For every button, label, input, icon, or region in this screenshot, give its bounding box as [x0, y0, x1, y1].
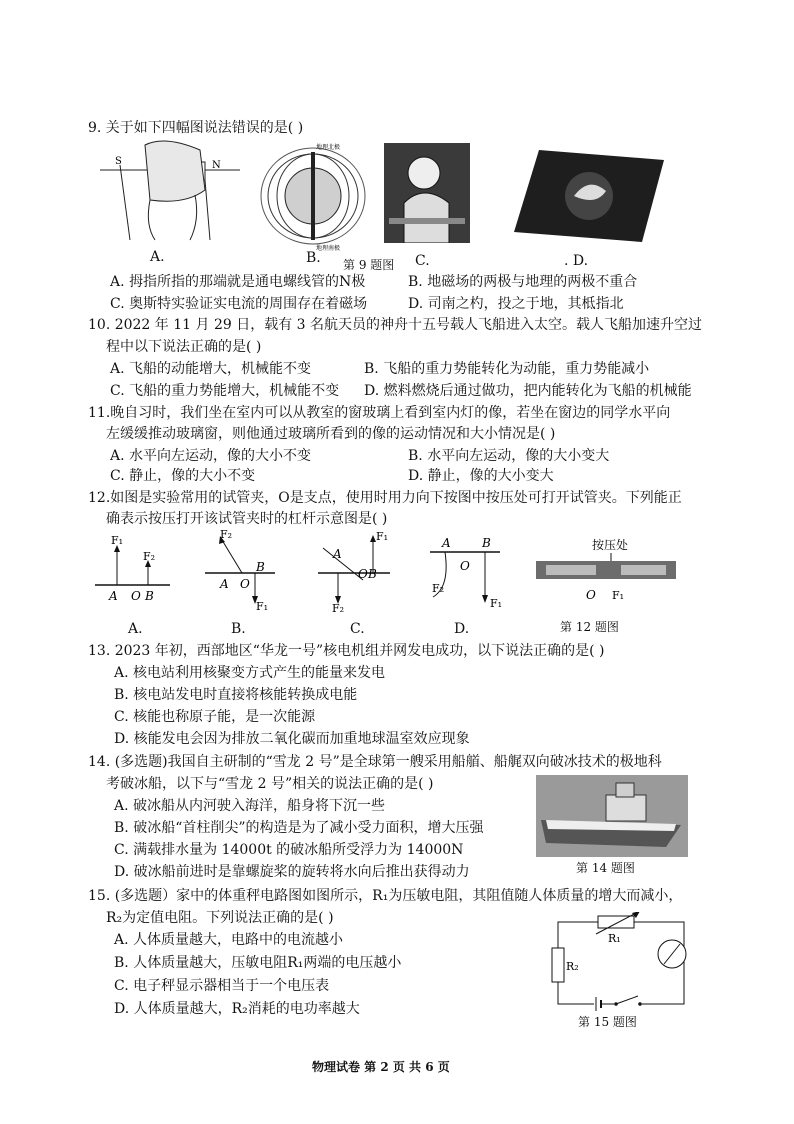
q9-fig-a-hand-solenoid — [100, 140, 240, 245]
q15-stem-line1: 15. (多选题）家中的体重秤电路图如图所示，R₁为压敏电阻，其阻值随人体质量的增大而减小， — [88, 888, 683, 904]
q9-fig-c-oersted-portrait — [384, 143, 470, 243]
q10-option-d: D. 燃料燃烧后通过做功，把内能转化为飞船的机械能 — [364, 383, 692, 399]
q9-stem: 9. 关于如下四幅图说法错误的是( ) — [88, 120, 304, 136]
svg-text:B: B — [482, 536, 491, 550]
q14-icebreaker-photo — [536, 775, 688, 857]
svg-text:O: O — [586, 588, 596, 602]
svg-text:F₁: F₁ — [612, 589, 625, 602]
svg-text:F₂: F₂ — [143, 550, 156, 563]
q12-stem-line1: 12.如图是实验常用的试管夹，O是支点，使用时用力向下按图中按压处可打开试管夹。下列能正 — [88, 490, 682, 506]
q15-option-d: D. 人体质量越大，R₂消耗的电功率越大 — [114, 1001, 360, 1017]
q12-test-tube-clamp-photo — [536, 535, 676, 605]
q9-caption: 第 9 题图 — [343, 258, 395, 272]
q11-stem-line2: 左缓缓推动玻璃窗，则他通过玻璃所看到的像的运动情况和大小情况是( ) — [106, 426, 556, 442]
q12-fig-c-lever — [318, 528, 398, 613]
q14-caption: 第 14 题图 — [576, 861, 635, 875]
q12-fig-c-label: C. — [350, 621, 365, 637]
q14-option-c: C. 满载排水量为 14000t 的破冰船所受浮力为 14000N — [114, 842, 464, 858]
q11-option-c: C. 静止，像的大小不变 — [110, 468, 256, 484]
svg-text:F₂: F₂ — [220, 528, 233, 541]
q9-fig-a-label: A. — [150, 249, 165, 265]
q15-option-b: B. 人体质量越大，压敏电阻R₁两端的电压越小 — [114, 955, 402, 971]
q14-option-a: A. 破冰船从内河驶入海洋，船身将下沉一些 — [114, 798, 386, 814]
svg-text:O: O — [131, 589, 141, 603]
q14-option-b: B. 破冰船“首柱削尖”的构造是为了减小受力面积，增大压强 — [114, 820, 484, 836]
q12-fig-d-lever — [420, 532, 510, 612]
q15-stem-line2: R₂为定值电阻。下列说法正确的是( ) — [106, 910, 334, 926]
svg-text:F₁: F₁ — [376, 530, 389, 543]
svg-text:按压处: 按压处 — [592, 538, 629, 552]
q10-option-b: B. 飞船的重力势能转化为动能，重力势能减小 — [364, 361, 650, 377]
svg-text:A: A — [220, 577, 229, 591]
q13-option-b: B. 核电站发电时直接将核能转换成电能 — [114, 687, 358, 703]
q9-fig-b-label: B. — [306, 250, 321, 266]
q13-option-c: C. 核能也称原子能，是一次能源 — [114, 709, 316, 725]
q15-option-c: C. 电子秤显示器相当于一个电压表 — [114, 978, 330, 994]
q13-stem: 13. 2023 年初，西部地区“华龙一号”核电机组并网发电成功，以下说法正确的是( ) — [88, 643, 605, 659]
svg-text:B: B — [368, 567, 377, 581]
svg-text:O: O — [240, 577, 250, 591]
svg-text:A: A — [109, 589, 118, 603]
svg-text:F₂: F₂ — [332, 602, 345, 613]
q13-option-a: A. 核电站利用核聚变方式产生的能量来发电 — [114, 665, 386, 681]
q14-option-d: D. 破冰船前进时是靠螺旋桨的旋转将水向后推出获得动力 — [114, 864, 470, 880]
svg-text:O: O — [460, 559, 470, 573]
q9-fig-a-S: S — [115, 156, 122, 167]
q9-option-c: C. 奥斯特实验证实电流的周围存在着磁场 — [110, 296, 368, 312]
q9-fig-a-N: N — [212, 160, 221, 171]
q15-R2-label: R₂ — [566, 960, 579, 973]
svg-text:F₂: F₂ — [432, 582, 445, 595]
q11-stem-line1: 11.晚自习时，我们坐在室内可以从教室的窗玻璃上看到室内灯的像，若坐在窗边的同学水平向 — [88, 405, 671, 421]
q12-fig-a-label: A. — [128, 621, 143, 637]
svg-text:F₁: F₁ — [111, 534, 124, 547]
q14-stem-line1: 14. (多选题)我国自主研制的“雪龙 2 号”是全球第一艘采用船艏、船艉双向破冰技术的极地科 — [88, 754, 662, 770]
q14-stem-line2: 考破冰船，以下与“雪龙 2 号”相关的说法正确的是( ) — [106, 776, 434, 792]
svg-text:B: B — [145, 589, 154, 603]
q15-R1-label: R₁ — [608, 932, 621, 945]
svg-text:B: B — [256, 560, 265, 574]
q12-fig-b-lever — [200, 528, 280, 613]
q9-fig-d-label: . D. — [564, 253, 589, 269]
q9-fig-b-earth-magnetic-field — [258, 138, 368, 253]
q12-fig-a-lever — [95, 530, 175, 610]
q11-option-d: D. 静止，像的大小变大 — [408, 468, 554, 484]
q15-circuit-diagram — [546, 912, 696, 1014]
svg-text:A: A — [442, 536, 451, 550]
q11-option-a: A. 水平向左运动，像的大小不变 — [110, 448, 312, 464]
q10-stem-line1: 10. 2022 年 11 月 29 日，载有 3 名航天员的神舟十五号载人飞船进入太空。载人飞船加速升空过 — [88, 317, 703, 333]
q9-fig-b-bottom-label: 地理南极 — [316, 245, 341, 252]
q15-caption: 第 15 题图 — [578, 1015, 637, 1029]
q9-option-d: D. 司南之杓，投之于地，其柢指北 — [408, 296, 624, 312]
q15-option-a: A. 人体质量越大，电路中的电流越小 — [114, 932, 344, 948]
q10-option-c: C. 飞船的重力势能增大，机械能不变 — [110, 383, 340, 399]
q12-fig-b-label: B. — [231, 621, 246, 637]
q10-option-a: A. 飞船的动能增大，机械能不变 — [110, 361, 312, 377]
q10-stem-line2: 程中以下说法正确的是( ) — [106, 339, 262, 355]
q9-option-a: A. 拇指所指的那端就是通电螺线管的N极 — [110, 274, 366, 290]
q9-fig-b-top-label: 地理北极 — [316, 144, 341, 151]
q12-fig-d-label: D. — [454, 621, 470, 637]
svg-text:F₁: F₁ — [256, 600, 269, 613]
q9-option-b: B. 地磁场的两极与地理的两极不重合 — [408, 274, 638, 290]
q9-fig-c-label: C. — [415, 253, 430, 269]
q9-fig-d-sinan-compass — [514, 150, 664, 242]
q13-option-d: D. 核能发电会因为排放二氧化碳而加重地球温室效应现象 — [114, 731, 470, 747]
q11-option-b: B. 水平向左运动，像的大小变大 — [408, 448, 610, 464]
svg-text:O: O — [358, 567, 368, 581]
svg-text:A: A — [333, 547, 342, 561]
q12-stem-line2: 确表示按压打开该试管夹时的杠杆示意图是( ) — [106, 511, 388, 527]
svg-text:F₁: F₁ — [490, 597, 503, 610]
page-footer: 物理试卷 第 2 页 共 6 页 — [312, 1060, 450, 1074]
q12-caption: 第 12 题图 — [560, 620, 619, 634]
